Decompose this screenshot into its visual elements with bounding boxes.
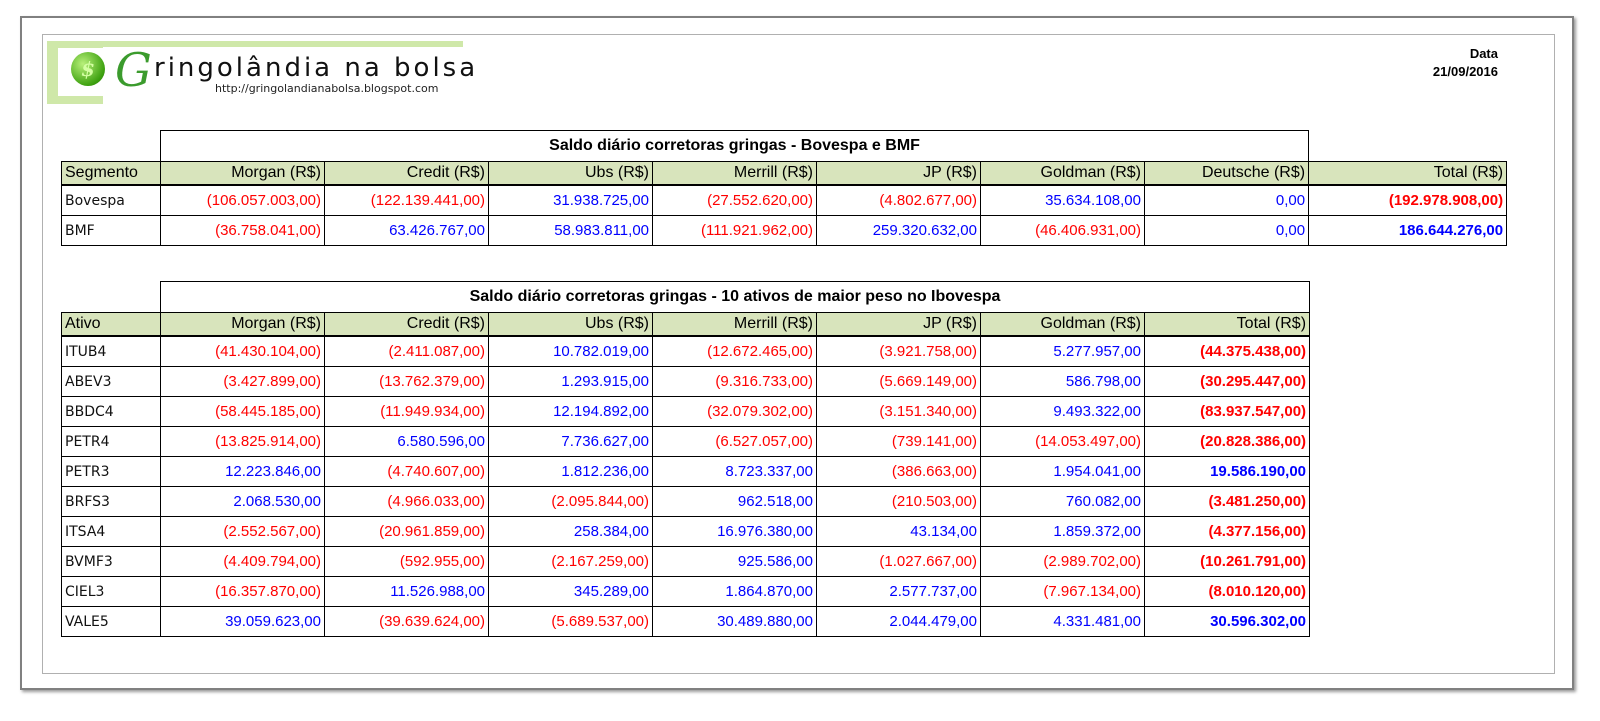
value-cell: (58.445.185,00)	[161, 397, 325, 427]
brokers-segment-table	[61, 130, 1507, 246]
value-cell: (14.053.497,00)	[981, 427, 1145, 457]
value-cell: (11.949.934,00)	[325, 397, 489, 427]
row-label: PETR4	[62, 427, 161, 457]
value-cell: (4.409.794,00)	[161, 547, 325, 577]
total-cell: (20.828.386,00)	[1145, 427, 1310, 457]
value-cell: (13.825.914,00)	[161, 427, 325, 457]
spacer-cell	[1309, 131, 1507, 162]
table-row	[62, 427, 1310, 457]
value-cell: 39.059.623,00	[161, 607, 325, 637]
logo-initial: G	[115, 43, 152, 97]
logo-coin-glyph: $	[81, 57, 95, 81]
value-cell: (2.552.567,00)	[161, 517, 325, 547]
row-label: BMF	[62, 216, 161, 246]
table-title: Saldo diário corretoras gringas - 10 ativos de maior peso no Ibovespa	[161, 282, 1310, 313]
value-cell: 10.782.019,00	[489, 336, 653, 367]
total-cell: (30.295.447,00)	[1145, 367, 1310, 397]
value-cell: 4.331.481,00	[981, 607, 1145, 637]
value-cell: (1.027.667,00)	[817, 547, 981, 577]
value-cell: (4.802.677,00)	[817, 185, 981, 216]
value-cell: (4.740.607,00)	[325, 457, 489, 487]
top-assets-table	[61, 281, 1310, 637]
row-label: ITSA4	[62, 517, 161, 547]
column-header: Deutsche (R$)	[1145, 162, 1309, 186]
row-label: BRFS3	[62, 487, 161, 517]
value-cell: (12.672.465,00)	[653, 336, 817, 367]
column-header: Goldman (R$)	[981, 162, 1145, 186]
value-cell: (20.961.859,00)	[325, 517, 489, 547]
value-cell: (2.095.844,00)	[489, 487, 653, 517]
column-header: Credit (R$)	[325, 313, 489, 337]
table-row	[62, 185, 1507, 216]
value-cell: 63.426.767,00	[325, 216, 489, 246]
spacer-cell	[62, 131, 161, 162]
value-cell: (386.663,00)	[817, 457, 981, 487]
value-cell: 11.526.988,00	[325, 577, 489, 607]
row-label: PETR3	[62, 457, 161, 487]
table-row	[62, 397, 1310, 427]
date-label: Data	[1469, 46, 1498, 61]
value-cell: 9.493.322,00	[981, 397, 1145, 427]
column-header: Merrill (R$)	[653, 313, 817, 337]
column-header: Segmento	[62, 162, 161, 186]
total-cell: 186.644.276,00	[1309, 216, 1507, 246]
value-cell: (106.057.003,00)	[161, 185, 325, 216]
table-row	[62, 336, 1310, 367]
total-cell: (4.377.156,00)	[1145, 517, 1310, 547]
row-label: ABEV3	[62, 367, 161, 397]
column-header: JP (R$)	[817, 162, 981, 186]
value-cell: (5.689.537,00)	[489, 607, 653, 637]
value-cell: (4.966.033,00)	[325, 487, 489, 517]
row-label: BVMF3	[62, 547, 161, 577]
column-header: Merrill (R$)	[653, 162, 817, 186]
column-header: Ubs (R$)	[489, 313, 653, 337]
value-cell: 16.976.380,00	[653, 517, 817, 547]
value-cell: (16.357.870,00)	[161, 577, 325, 607]
table-row	[62, 367, 1310, 397]
value-cell: 2.577.737,00	[817, 577, 981, 607]
value-cell: 760.082,00	[981, 487, 1145, 517]
table-title: Saldo diário corretoras gringas - Bovespa e BMF	[161, 131, 1309, 162]
column-header: Ativo	[62, 313, 161, 337]
table-row	[62, 577, 1310, 607]
total-cell: (83.937.547,00)	[1145, 397, 1310, 427]
column-header: Credit (R$)	[325, 162, 489, 186]
value-cell: (5.669.149,00)	[817, 367, 981, 397]
value-cell: (2.989.702,00)	[981, 547, 1145, 577]
value-cell: (3.921.758,00)	[817, 336, 981, 367]
column-header: Goldman (R$)	[981, 313, 1145, 337]
value-cell: 6.580.596,00	[325, 427, 489, 457]
value-cell: 7.736.627,00	[489, 427, 653, 457]
value-cell: (39.639.624,00)	[325, 607, 489, 637]
table-header-row	[62, 313, 1310, 337]
row-label: CIEL3	[62, 577, 161, 607]
value-cell: 12.194.892,00	[489, 397, 653, 427]
column-header: Total (R$)	[1145, 313, 1310, 337]
value-cell: 962.518,00	[653, 487, 817, 517]
value-cell: 58.983.811,00	[489, 216, 653, 246]
value-cell: (32.079.302,00)	[653, 397, 817, 427]
value-cell: 259.320.632,00	[817, 216, 981, 246]
value-cell: 35.634.108,00	[981, 185, 1145, 216]
spacer-cell	[62, 282, 161, 313]
logo-url: http://gringolandianabolsa.blogspot.com	[215, 82, 439, 95]
value-cell: (2.167.259,00)	[489, 547, 653, 577]
table-row	[62, 547, 1310, 577]
table-row	[62, 607, 1310, 637]
value-cell: 30.489.880,00	[653, 607, 817, 637]
total-cell: (8.010.120,00)	[1145, 577, 1310, 607]
value-cell: 1.293.915,00	[489, 367, 653, 397]
table-header-row	[62, 162, 1507, 186]
total-cell: (10.261.791,00)	[1145, 547, 1310, 577]
row-label: Bovespa	[62, 185, 161, 216]
total-cell: 30.596.302,00	[1145, 607, 1310, 637]
value-cell: 1.859.372,00	[981, 517, 1145, 547]
value-cell: 2.068.530,00	[161, 487, 325, 517]
value-cell: 1.954.041,00	[981, 457, 1145, 487]
value-cell: 345.289,00	[489, 577, 653, 607]
value-cell: (36.758.041,00)	[161, 216, 325, 246]
value-cell: 925.586,00	[653, 547, 817, 577]
value-cell: 0,00	[1145, 216, 1309, 246]
value-cell: 0,00	[1145, 185, 1309, 216]
table-row	[62, 487, 1310, 517]
value-cell: (13.762.379,00)	[325, 367, 489, 397]
value-cell: 1.864.870,00	[653, 577, 817, 607]
value-cell: 5.277.957,00	[981, 336, 1145, 367]
value-cell: 31.938.725,00	[489, 185, 653, 216]
value-cell: 586.798,00	[981, 367, 1145, 397]
value-cell: (9.316.733,00)	[653, 367, 817, 397]
column-header: JP (R$)	[817, 313, 981, 337]
value-cell: 1.812.236,00	[489, 457, 653, 487]
logo-accent-top	[47, 41, 463, 47]
row-label: BBDC4	[62, 397, 161, 427]
total-cell: (3.481.250,00)	[1145, 487, 1310, 517]
table-title-row	[62, 131, 1507, 162]
value-cell: (27.552.620,00)	[653, 185, 817, 216]
value-cell: (46.406.931,00)	[981, 216, 1145, 246]
value-cell: (2.411.087,00)	[325, 336, 489, 367]
value-cell: (210.503,00)	[817, 487, 981, 517]
value-cell: (592.955,00)	[325, 547, 489, 577]
value-cell: 43.134,00	[817, 517, 981, 547]
value-cell: (739.141,00)	[817, 427, 981, 457]
value-cell: (7.967.134,00)	[981, 577, 1145, 607]
value-cell: 8.723.337,00	[653, 457, 817, 487]
value-cell: (41.430.104,00)	[161, 336, 325, 367]
value-cell: (122.139.441,00)	[325, 185, 489, 216]
row-label: ITUB4	[62, 336, 161, 367]
table-row	[62, 457, 1310, 487]
value-cell: (3.151.340,00)	[817, 397, 981, 427]
table-row	[62, 216, 1507, 246]
value-cell: (3.427.899,00)	[161, 367, 325, 397]
logo-coin-icon	[71, 52, 105, 86]
total-cell: 19.586.190,00	[1145, 457, 1310, 487]
table-row	[62, 517, 1310, 547]
value-cell: 2.044.479,00	[817, 607, 981, 637]
value-cell: 258.384,00	[489, 517, 653, 547]
value-cell: (111.921.962,00)	[653, 216, 817, 246]
value-cell: 12.223.846,00	[161, 457, 325, 487]
table-title-row	[62, 282, 1310, 313]
total-cell: (44.375.438,00)	[1145, 336, 1310, 367]
column-header: Morgan (R$)	[161, 313, 325, 337]
logo-title: ringolândia na bolsa	[154, 53, 479, 83]
value-cell: (6.527.057,00)	[653, 427, 817, 457]
row-label: VALE5	[62, 607, 161, 637]
column-header: Morgan (R$)	[161, 162, 325, 186]
total-cell: (192.978.908,00)	[1309, 185, 1507, 216]
date-value: 21/09/2016	[1432, 64, 1498, 79]
column-header: Total (R$)	[1309, 162, 1507, 186]
column-header: Ubs (R$)	[489, 162, 653, 186]
